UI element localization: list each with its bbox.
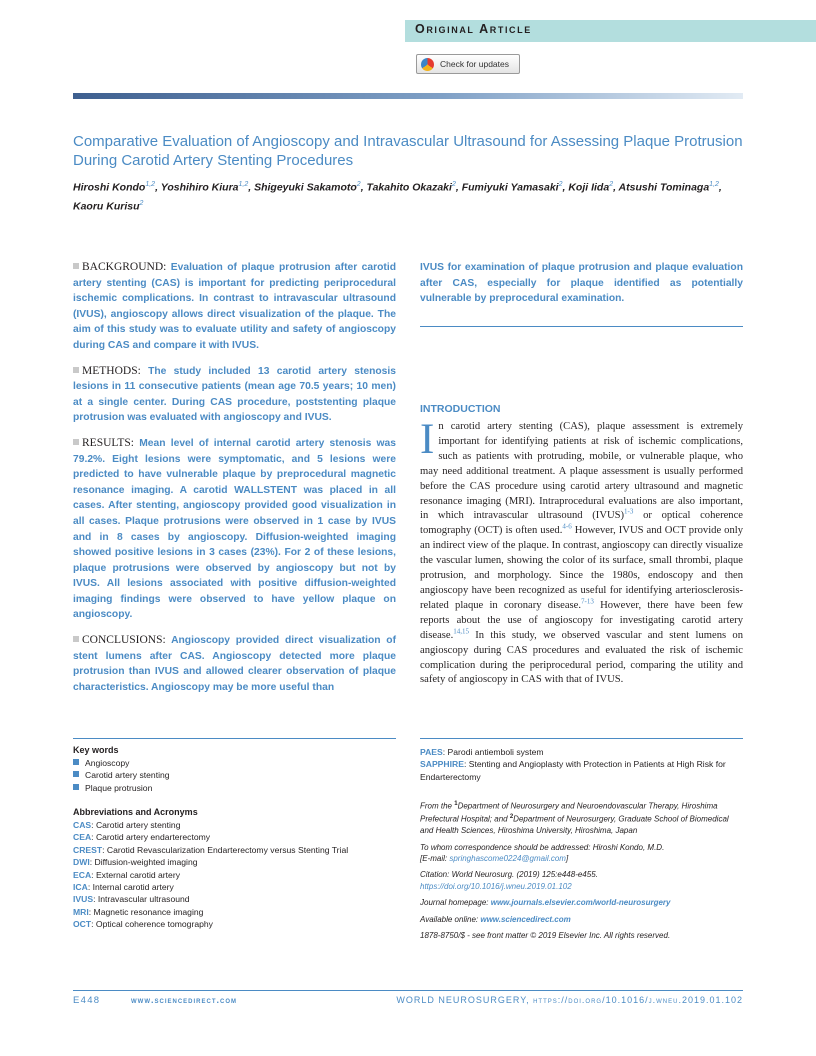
author-name: Kaoru Kurisu xyxy=(73,200,140,212)
intro-text: However, there have been few reports about the use of angioscopy for investigating carotid artery disease. xyxy=(420,599,743,641)
article-title: Comparative Evaluation of Angioscopy and Intravascular Ultrasound for Assessing Plaque Protrusion During Carotid Artery Stenting Procedures xyxy=(73,133,743,169)
bullet-square-icon xyxy=(73,771,79,777)
abstract-left-column xyxy=(73,260,396,705)
copyright: 1878-8750/$ - see front matter © 2019 Elsevier Inc. All rights reserved. xyxy=(420,930,671,940)
keyword-item: Carotid artery stenting xyxy=(73,769,396,781)
bullet-square-icon xyxy=(73,439,79,445)
crossmark-icon xyxy=(421,58,434,71)
available-online: Available online: www.sciencedirect.com xyxy=(420,914,571,924)
check-for-updates-label: Check for updates xyxy=(440,59,509,69)
author-name: Koji Iida xyxy=(568,181,610,194)
keyword-item: Angioscopy xyxy=(73,757,396,769)
meta-rule xyxy=(420,738,743,739)
abbreviation-item: IVUS: Intravascular ultrasound xyxy=(73,894,190,905)
abbreviations-heading: Abbreviations and Acronyms xyxy=(73,807,198,817)
abstract-conclusions-text: Angioscopy provided direct visualization of stent lumens after CAS. Angioscopy detected more plaque protrusion than IVUS and allowed clearer observation of plaque characteristics. Angioscopy may be more useful than xyxy=(73,635,396,693)
reference-link[interactable]: 14,15 xyxy=(453,627,469,636)
abbreviation-item: DWI: Diffusion-weighted imaging xyxy=(73,857,198,868)
abstract-conclusions-label: CONCLUSIONS: xyxy=(82,634,166,647)
abbreviation-item: ICA: Internal carotid artery xyxy=(73,882,174,893)
abbreviations-right-list xyxy=(420,746,743,783)
author-affiliation: 1,2 xyxy=(145,181,156,188)
abbreviation-item: CAS: Carotid artery stenting xyxy=(73,820,181,830)
author-affiliation: 2 xyxy=(139,199,144,207)
abbreviation-item: OCT: Optical coherence tomography xyxy=(73,919,213,930)
author-name: Yoshihiro Kiura xyxy=(160,181,239,194)
reference-link[interactable]: 4-6 xyxy=(562,522,572,531)
intro-text: However, IVUS and OCT provide only an indirect view of the plaque. In contrast, angioscopy can directly visualize the vascular lumen, showing the color of its surface, small thrombi, plaque protrusion, and morphology. Since the 1980s, endoscopy and then angioscopy have been recognized as useful for identifying arteriosclerosis-related plaque in coronary disease. xyxy=(420,525,743,611)
citation: Citation: World Neurosurg. (2019) 125:e448-e455. https://doi.org/10.1016/j.wneu.2019.01.102 xyxy=(420,870,598,891)
keywords-list xyxy=(73,757,396,794)
author-name: Takahito Okazaki xyxy=(366,181,452,194)
intro-text: or optical coherence tomography (OCT) is often used. xyxy=(420,510,743,537)
sciencedirect-link[interactable]: www.sciencedirect.com xyxy=(480,914,571,924)
author-affiliation: 2 xyxy=(451,181,456,188)
author-affiliation: 2 xyxy=(356,181,361,188)
abstract-methods-text: The study included 13 carotid artery stenosis lesions in 11 consecutive patients (mean age 70.5 years; 10 men) at a single center. During CAS procedure, poststenting plaque protrusion was evaluated with angioscopy and IVUS. xyxy=(73,365,396,424)
abbreviations-list xyxy=(73,819,396,931)
abstract-end-rule xyxy=(420,326,743,327)
bullet-square-icon xyxy=(73,263,79,269)
abbreviation-item: CREST: Carotid Revascularization Endarterectomy versus Stenting Trial xyxy=(73,844,349,855)
bullet-square-icon xyxy=(73,759,79,765)
author-name: Shigeyuki Sakamoto xyxy=(254,181,357,194)
introduction-body xyxy=(420,416,743,688)
author-affiliation: 1,2 xyxy=(709,181,719,188)
abstract-results-label: RESULTS: xyxy=(82,436,134,449)
bullet-square-icon xyxy=(73,636,79,642)
abstract-conclusions xyxy=(73,633,396,695)
abstract-right-column xyxy=(420,260,743,307)
keywords-box xyxy=(73,744,396,794)
footer-rule xyxy=(73,990,743,991)
abstract-methods xyxy=(73,364,396,426)
reference-link[interactable]: 1-3 xyxy=(624,507,634,516)
keywords-rule xyxy=(73,738,396,739)
bullet-square-icon xyxy=(73,367,79,373)
keyword-item: Plaque protrusion xyxy=(73,782,396,794)
author-name: Fumiyuki Yamasaki xyxy=(461,181,559,194)
doi-link[interactable]: https://doi.org/10.1016/j.wneu.2019.01.102 xyxy=(420,881,572,891)
author-affiliation: 1,2 xyxy=(238,181,249,188)
abstract-results-text: Mean level of internal carotid artery stenosis was 79.2%. Eight lesions were symptomatic, and 5 lesions were predicted to have vulnerable plaque by preprocedural magnetic resonance imaging. A carotid WALLSTENT was placed in all cases. After stenting, angioscopy provided good visualization in all cases. Plaque protrusions were observed in 1 case by IVUS and in 8 cases by angioscopy. Diffusion-weighted imaging showed positive lesions in 3 cases (23%). For 2 of these lesions, plaque protrusions were observed by angioscopy but not by IVUS. All lesions associated with positive diffusion-weighted imaging findings were observed to have yellow plaque on angioscopy. xyxy=(73,437,396,621)
abstract-background-text: Evaluation of plaque protrusion after carotid artery stenting (CAS) is important for predicting periprocedural ischemic complications. In contrast to intravascular ultrasound (IVUS), angioscopy allows direct visualization of the plaque. The aim of this study was to evaluate utility and safety of angioscopy during CAS and compare it with IVUS. xyxy=(73,262,396,351)
abbreviation-item: SAPPHIRE: Stenting and Angioplasty with Protection in Patients at High Risk for Endarterectomy xyxy=(420,759,726,782)
keywords-heading: Key words xyxy=(73,745,119,755)
intro-text: n carotid artery stenting (CAS), plaque assessment is extremely important for identifying patients at risk of ischemic complications, such as patients with protruding, mobile, or vulnerable plaque, who may need additional treatment. A plaque assessment is usually performed before the CAS procedure using carotid artery ultrasound and magnetic resonance imaging (MRI). Intraprocedural evaluations are also important, in which intravascular ultrasound (IVUS) xyxy=(420,421,743,522)
homepage-link[interactable]: www.journals.elsevier.com/world-neurosurgery xyxy=(490,898,671,908)
abbreviation-item: CEA: Carotid artery endarterectomy xyxy=(73,832,211,843)
bullet-square-icon xyxy=(73,784,79,790)
header-rule xyxy=(73,93,743,99)
introduction-heading: INTRODUCTION xyxy=(420,403,501,415)
abstract-conclusions-continued: IVUS for examination of plaque protrusion and plaque evaluation after CAS, especially for plaque identified as potentially vulnerable by preprocedural examination. xyxy=(420,262,743,305)
abbreviation-item: PAES: Parodi antiemboli system xyxy=(420,747,544,757)
abstract-background-label: BACKGROUND: xyxy=(82,261,167,273)
author-name: Hiroshi Kondo xyxy=(73,181,146,194)
page-number: E448 xyxy=(73,995,101,1006)
journal-homepage: Journal homepage: www.journals.elsevier.com/world-neurosurgery xyxy=(420,898,671,908)
abstract-background xyxy=(73,260,396,354)
abbreviation-item: ECA: External carotid artery xyxy=(73,869,180,880)
author-affiliation: 2 xyxy=(558,181,563,188)
abstract-results xyxy=(73,436,396,623)
footer-site-link[interactable]: www.sciencedirect.com xyxy=(131,995,237,1005)
intro-text: In this study, we observed vascular and stent lumens on angioscopy during CAS procedures and evaluated the risk of ischemic complication during the periprocedural period, comparing the utility and safety of angioscopy in CAS with that of IVUS. xyxy=(420,629,743,686)
reference-link[interactable]: 7-13 xyxy=(581,597,594,606)
abbreviation-item: MRI: Magnetic resonance imaging xyxy=(73,906,204,917)
abbreviations-box xyxy=(73,806,396,931)
correspondence: To whom correspondence should be addressed: Hiroshi Kondo, M.D. [E-mail: springhascome0224@gmail.com] xyxy=(420,842,665,863)
author-affiliation: 2 xyxy=(609,181,614,188)
check-for-updates-button[interactable] xyxy=(416,54,520,74)
affiliations: From the $^1$Department of Neurosurgery and Neuroendovascular Therapy, Hiroshima Prefectural Hospital; and $^2$Department of Neurosurgery, Graduate School of Biomedical and Health Sciences, Hiroshima University, Hiroshima, Japan xyxy=(420,801,729,836)
author-list: Hiroshi Kondo$^{1,2}$, Yoshihiro Kiura$^{1,2}$, Shigeyuki Sakamoto$^2$, Takahito Okazaki$^2$, Fumiyuki Yamasaki$^2$, Koji Iida$^2$, Atsushi Tominaga$^{1,2}$, Kaoru Kurisu$^2$ xyxy=(73,181,722,212)
email-link[interactable]: springhascome0224@gmail.com xyxy=(449,853,566,863)
article-type-label: Original Article xyxy=(415,22,532,36)
abstract-methods-label: METHODS: xyxy=(82,364,141,377)
author-name: Atsushi Tominaga xyxy=(618,181,710,194)
drop-cap: I xyxy=(420,416,435,463)
article-meta xyxy=(420,799,743,946)
footer-journal: WORLD NEUROSURGERY, https://doi.org/10.1016/j.wneu.2019.01.102 xyxy=(396,995,743,1005)
